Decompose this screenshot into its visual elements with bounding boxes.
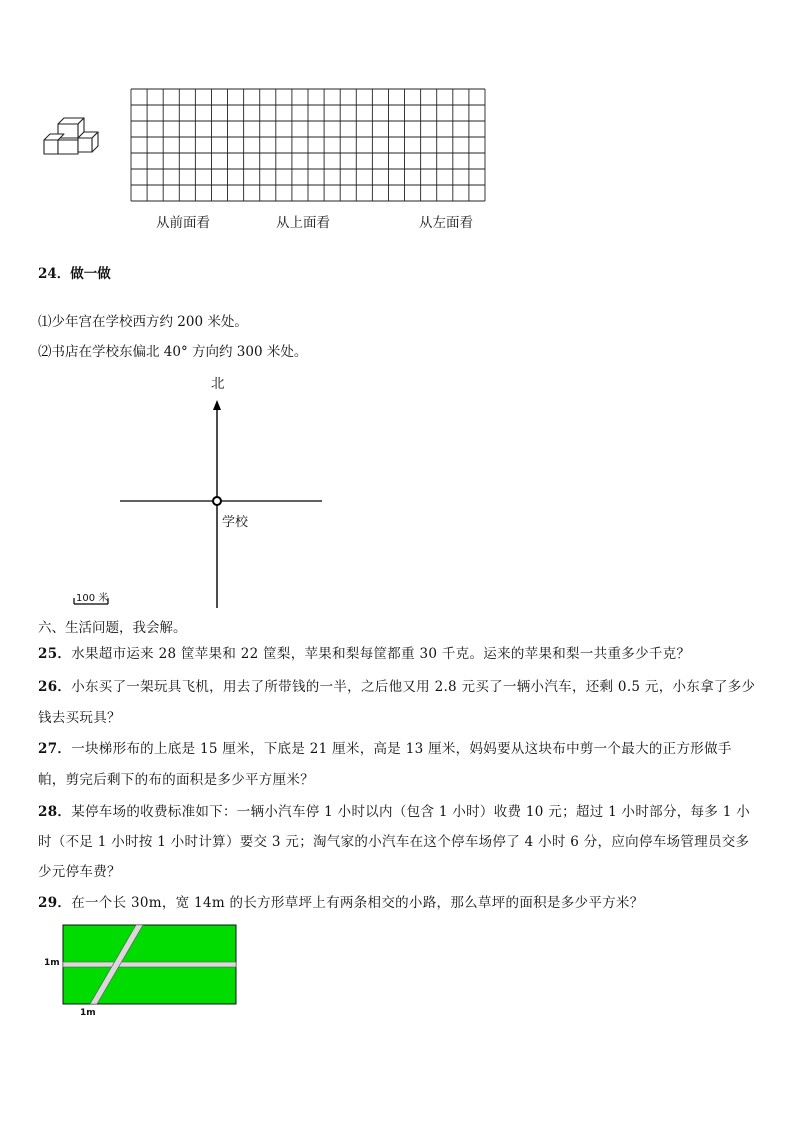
cube-stack-figure bbox=[38, 112, 102, 162]
north-arrow-icon bbox=[213, 400, 221, 410]
scale-label: 100 米 bbox=[76, 593, 109, 604]
question-24-item-2: ⑵书店在学校东偏北 40° 方向约 300 米处。 bbox=[38, 344, 308, 360]
question-28: 28．某停车场的收费标准如下：一辆小汽车停 1 小时以内（包含 1 小时）收费 10 元；超过 1 小时部分，每多 1 小时（不足 1 小时按 1 小时计算）要交 3 元；淘气家的小汽车在这个停车场停了 4 小时 6 分，应向停车场管理员交多少元停车费？ bbox=[38, 804, 751, 880]
question-29: 29．在一个长 30m，宽 14m 的长方形草坪上有两条相交的小路，那么草坪的面积是多少平方米？ bbox=[38, 895, 644, 911]
section-6-heading: 六、生活问题，我会解。 bbox=[38, 620, 187, 636]
front-view-label: 从前面看 bbox=[156, 215, 210, 231]
drawing-grid[interactable] bbox=[130, 88, 486, 202]
school-label: 学校 bbox=[222, 515, 249, 530]
path-width-label-left: 1m bbox=[44, 958, 60, 968]
top-view-label: 从上面看 bbox=[276, 215, 330, 231]
question-24-item-1: ⑴少年宫在学校西方约 200 米处。 bbox=[38, 314, 248, 330]
question-24-title: 24．做一做 bbox=[38, 266, 111, 282]
horizontal-path bbox=[63, 962, 236, 967]
direction-map bbox=[60, 394, 330, 612]
path-width-label-bottom: 1m bbox=[80, 1008, 96, 1018]
question-25: 25．水果超市运来 28 筐苹果和 22 筐梨，苹果和梨每筐都重 30 千克。运来的苹果和梨一共重多少千克？ bbox=[38, 646, 691, 662]
question-27: 27．一块梯形布的上底是 15 厘米，下底是 21 厘米，高是 13 厘米，妈妈要从这块布中剪一个最大的正方形做手帕，剪完后剩下的布的面积是多少平方厘米？ bbox=[38, 741, 732, 788]
school-point-icon bbox=[213, 497, 221, 505]
north-label: 北 bbox=[211, 376, 225, 392]
left-view-label: 从左面看 bbox=[419, 215, 473, 231]
lawn-figure bbox=[62, 924, 238, 1006]
question-26: 26．小东买了一架玩具飞机，用去了所带钱的一半，之后他又用 2.8 元买了一辆小汽车，还剩 0.5 元，小东拿了多少钱去买玩具？ bbox=[38, 679, 756, 726]
